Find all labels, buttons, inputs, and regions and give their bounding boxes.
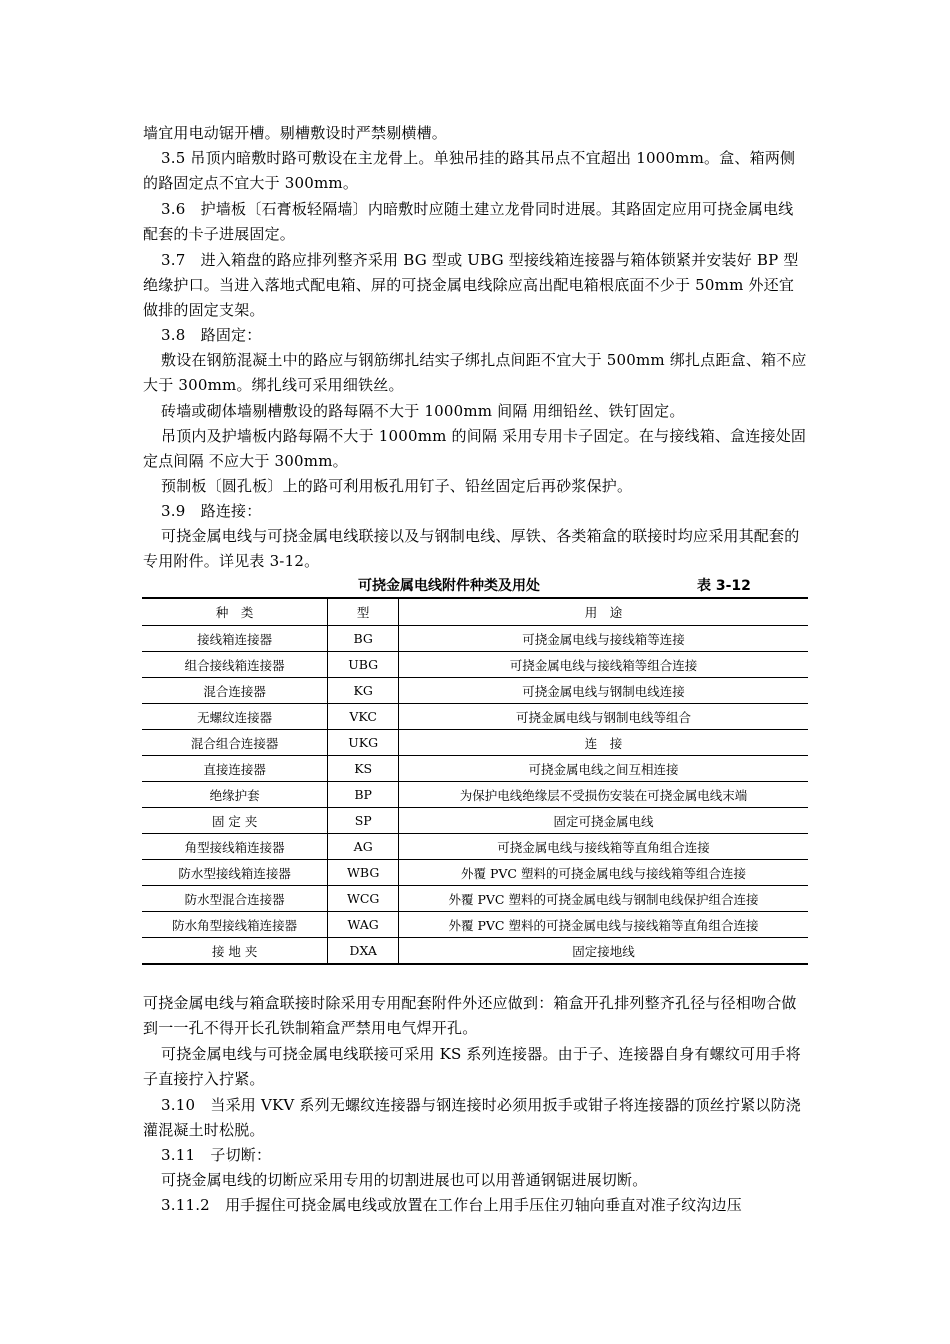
cell-type: 接 地 夹	[142, 938, 328, 965]
paragraph: 预制板〔圆孔板〕上的路可利用板孔用钉子、铅丝固定后再砂浆保护。	[161, 477, 633, 495]
cell-type: 接线箱连接器	[142, 626, 328, 652]
paragraph: 吊顶内及护墙板内路每隔不大于 1000mm 的间隔 采用专用卡子固定。在与接线箱、盒连接处固定点间隔 不应大于 300mm。	[143, 427, 807, 470]
cell-model: SP	[328, 808, 399, 834]
paragraph-3-9-heading: 3.9 路连接：	[161, 502, 262, 520]
header-type: 种 类	[142, 598, 328, 626]
cell-type: 绝缘护套	[142, 782, 328, 808]
table-row	[142, 886, 808, 912]
table-row	[142, 678, 808, 704]
cell-type: 固 定 夹	[142, 808, 328, 834]
cell-type: 无螺纹连接器	[142, 704, 328, 730]
cell-model: UKG	[328, 730, 399, 756]
table-row	[142, 756, 808, 782]
table-caption	[143, 575, 808, 597]
paragraph: 砖墙或砌体墙剔槽敷设的路每隔不大于 1000mm 间隔 用细铅丝、铁钉固定。	[161, 402, 685, 420]
paragraph-3-5: 3.5 吊顶内暗敷时路可敷设在主龙骨上。单独吊挂的路其吊点不宜超出 1000mm。盒、箱两侧的路固定点不宜大于 300mm。	[143, 149, 796, 192]
paragraph-3-10: 3.10 当采用 VKV 系列无螺纹连接器与钢连接时必须用扳手或钳子将连接器的顶丝拧紧以防浇灌混凝土时松脱。	[143, 1096, 802, 1139]
cell-usage: 外覆 PVC 塑料的可挠金属电线与接线箱等直角组合连接	[398, 912, 808, 938]
cell-model: UBG	[328, 652, 399, 678]
cell-type: 角型接线箱连接器	[142, 834, 328, 860]
table-row	[142, 704, 808, 730]
paragraph-3-8-heading: 3.8 路固定：	[161, 326, 262, 344]
cell-type: 防水型混合连接器	[142, 886, 328, 912]
table-row	[142, 860, 808, 886]
cell-model: AG	[328, 834, 399, 860]
paragraph-3-11-heading: 3.11 子切断：	[161, 1146, 272, 1164]
cell-usage: 固定可挠金属电线	[398, 808, 808, 834]
table-row	[142, 808, 808, 834]
cell-model: WCG	[328, 886, 399, 912]
cell-usage: 可挠金属电线与接线箱等直角组合连接	[398, 834, 808, 860]
paragraph: 可挠金属电线与箱盒联接时除采用专用配套附件外还应做到：箱盒开孔排列整齐孔径与径相吻合做到一一孔不得开长孔铁制箱盒严禁用电气焊开孔。	[143, 994, 797, 1037]
paragraph: 可挠金属电线的切断应采用专用的切割进展也可以用普通钢锯进展切断。	[161, 1171, 648, 1189]
cell-type: 防水型接线箱连接器	[142, 860, 328, 886]
cell-type: 防水角型接线箱连接器	[142, 912, 328, 938]
cell-type: 混合连接器	[142, 678, 328, 704]
table-row	[142, 626, 808, 652]
cell-usage: 为保护电线绝缘层不受损伤安装在可挠金属电线末端	[398, 782, 808, 808]
table-title: 可挠金属电线附件种类及用处	[358, 578, 540, 594]
table-row	[142, 782, 808, 808]
cell-model: BP	[328, 782, 399, 808]
cell-usage: 可挠金属电线与接线箱等组合连接	[398, 652, 808, 678]
cell-model: DXA	[328, 938, 399, 965]
cell-usage: 外覆 PVC 塑料的可挠金属电线与钢制电线保护组合连接	[398, 886, 808, 912]
table-number: 表 3-12	[697, 578, 751, 594]
paragraph-3-6: 3.6 护墙板〔石膏板轻隔墙〕内暗敷时应随土建立龙骨同时进展。其路固定应用可挠金属电线配套的卡子进展固定。	[143, 200, 794, 243]
cell-model: KS	[328, 756, 399, 782]
paragraph: 墙宜用电动锯开槽。剔槽敷设时严禁剔横槽。	[143, 124, 448, 142]
cell-usage: 连 接	[398, 730, 808, 756]
paragraph: 可挠金属电线与可挠金属电线联接可采用 KS 系列连接器。由于子、连接器自身有螺纹可用手将子直接拧入拧紧。	[143, 1045, 801, 1088]
cell-usage: 可挠金属电线与接线箱等连接	[398, 626, 808, 652]
cell-usage: 可挠金属电线与钢制电线等组合	[398, 704, 808, 730]
cell-type: 直接连接器	[142, 756, 328, 782]
cell-model: VKC	[328, 704, 399, 730]
header-model: 型	[328, 598, 399, 626]
cell-usage: 可挠金属电线与钢制电线连接	[398, 678, 808, 704]
cell-model: WAG	[328, 912, 399, 938]
cell-model: KG	[328, 678, 399, 704]
table-row	[142, 938, 808, 965]
cell-usage: 外覆 PVC 塑料的可挠金属电线与接线箱等组合连接	[398, 860, 808, 886]
table-row	[142, 730, 808, 756]
accessories-table	[142, 597, 808, 965]
paragraph: 敷设在钢筋混凝土中的路应与钢筋绑扎结实子绑扎点间距不宜大于 500mm 绑扎点距盒、箱不应大于 300mm。绑扎线可采用细铁丝。	[143, 351, 807, 394]
paragraph-3-7: 3.7 进入箱盘的路应排列整齐采用 BG 型或 UBG 型接线箱连接器与箱体锁紧并安装好 BP 型绝缘护口。当进入落地式配电箱、屏的可挠金属电线除应高出配电箱根底面不少于 50mm 外还宜做排的固定支架。	[143, 251, 799, 319]
paragraph-3-11-2: 3.11.2 用手握住可挠金属电线或放置在工作台上用手压住刃轴向垂直对准子纹沟边压	[161, 1196, 742, 1214]
cell-model: WBG	[328, 860, 399, 886]
cell-type: 组合接线箱连接器	[142, 652, 328, 678]
paragraph: 可挠金属电线与可挠金属电线联接以及与钢制电线、厚铁、各类箱盒的联接时均应采用其配套的专用附件。详见表 3-12。	[143, 527, 800, 570]
header-usage: 用 途	[398, 598, 808, 626]
cell-usage: 可挠金属电线之间互相连接	[398, 756, 808, 782]
table-header-row	[142, 598, 808, 626]
table-row	[142, 834, 808, 860]
cell-model: BG	[328, 626, 399, 652]
cell-usage: 固定接地线	[398, 938, 808, 965]
table-row	[142, 652, 808, 678]
cell-type: 混合组合连接器	[142, 730, 328, 756]
table-row	[142, 912, 808, 938]
